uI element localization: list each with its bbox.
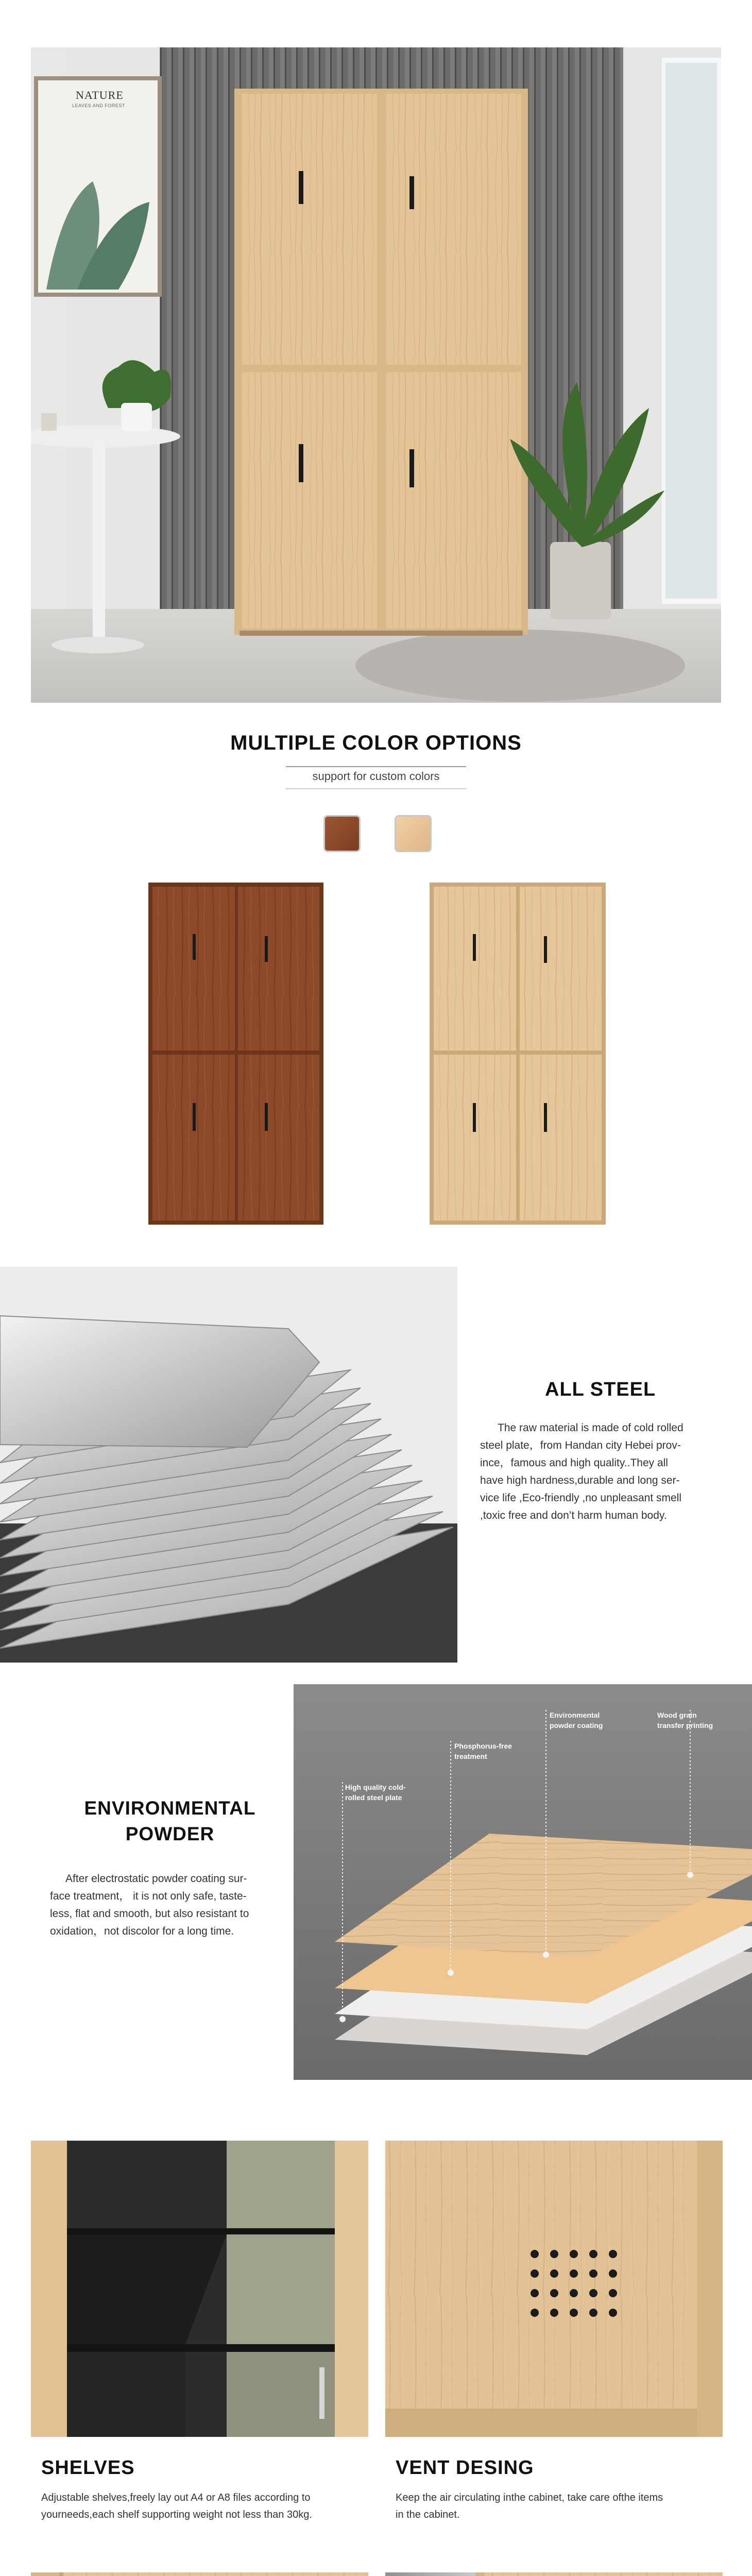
- hero-photo: [31, 47, 721, 703]
- layer-label-powder-line-1: Environmental: [550, 1711, 600, 1719]
- feature-desc-vent: [396, 2489, 725, 2523]
- vent-desc-line-1: Keep the air circulating inthe cabinet, take care ofthe items: [396, 2492, 663, 2503]
- layer-label-phosphorus: [454, 1741, 512, 1761]
- section-title-environmental: [41, 1795, 299, 1847]
- environmental-line-3: less, flat and smooth, but also resistant to: [50, 1908, 249, 1920]
- layer-label-steel: [345, 1782, 405, 1803]
- shelves-photo: [31, 2141, 368, 2437]
- layer-label-powder-line-2: powder coating: [550, 1721, 603, 1730]
- title-underline: [286, 766, 466, 767]
- layer-label-steel-line-2: rolled steel plate: [345, 1793, 402, 1802]
- swatch-light-oak[interactable]: [395, 815, 432, 852]
- environmental-line-4: oxidation，not discolor for a long time.: [50, 1925, 234, 1937]
- all-steel-line-6: ,toxic free and don’t harm human body.: [480, 1510, 667, 1521]
- vent-photo: [385, 2141, 723, 2437]
- title-underline-bottom: [286, 788, 466, 789]
- layer-label-wood-grain-line-1: Wood grain: [657, 1711, 697, 1719]
- cabinet-light-oak: [430, 883, 606, 1225]
- all-steel-line-2: steel plate，from Handan city Hebei prov-: [480, 1439, 681, 1451]
- poster-subtitle: LEAVES AND FOREST: [72, 103, 125, 108]
- poster-title: NATURE: [76, 89, 124, 101]
- steel-plates-photo: [0, 1267, 457, 1663]
- cabinet-walnut: [148, 883, 323, 1225]
- shelves-desc-line-1: Adjustable shelves,freely lay out A4 or A8 files according to: [41, 2492, 311, 2503]
- lock-key-photo: [31, 2572, 368, 2576]
- section-subtitle-colors: support for custom colors: [312, 770, 440, 783]
- layer-label-steel-line-1: High quality cold-: [345, 1783, 406, 1791]
- environmental-title-line-1: ENVIRONMENTAL: [84, 1798, 256, 1819]
- all-steel-line-5: vice life ,Eco-friendly ,no unpleasant smell: [480, 1492, 682, 1504]
- environmental-title-line-2: POWDER: [125, 1823, 215, 1844]
- environmental-line-2: face treatment， it is not only safe, taste-: [50, 1890, 247, 1902]
- layer-label-wood-grain-line-2: transfer printing: [657, 1721, 713, 1730]
- shelves-desc-line-2: yourneeds,each shelf supporting weight not less than 30kg.: [41, 2509, 312, 2520]
- handle-photo: [385, 2572, 723, 2576]
- layer-label-phosphorus-line-1: Phosphorus-free: [454, 1742, 512, 1750]
- feature-title-vent: VENT DESING: [396, 2457, 534, 2479]
- feature-desc-shelves: [41, 2489, 371, 2523]
- vent-desc-line-2: in the cabinet.: [396, 2509, 460, 2520]
- environmental-description: [50, 1870, 292, 1940]
- feature-title-shelves: SHELVES: [41, 2457, 135, 2479]
- coating-layers-diagram: [294, 1684, 752, 2080]
- layer-label-phosphorus-line-2: treatment: [454, 1752, 487, 1760]
- all-steel-line-4: have high hardness,durable and long ser-: [480, 1475, 680, 1486]
- all-steel-line-1: The raw material is made of cold rolled: [498, 1422, 683, 1434]
- environmental-line-1: After electrostatic powder coating sur-: [65, 1873, 247, 1885]
- section-title-colors: MULTIPLE COLOR OPTIONS: [230, 732, 522, 754]
- all-steel-line-3: ince，famous and high quality..They all: [480, 1457, 668, 1469]
- layer-label-wood-grain: [657, 1710, 713, 1731]
- all-steel-description: [480, 1419, 717, 1524]
- layer-label-powder: [550, 1710, 603, 1731]
- section-title-all-steel: ALL STEEL: [545, 1379, 656, 1400]
- swatch-walnut[interactable]: [323, 815, 361, 852]
